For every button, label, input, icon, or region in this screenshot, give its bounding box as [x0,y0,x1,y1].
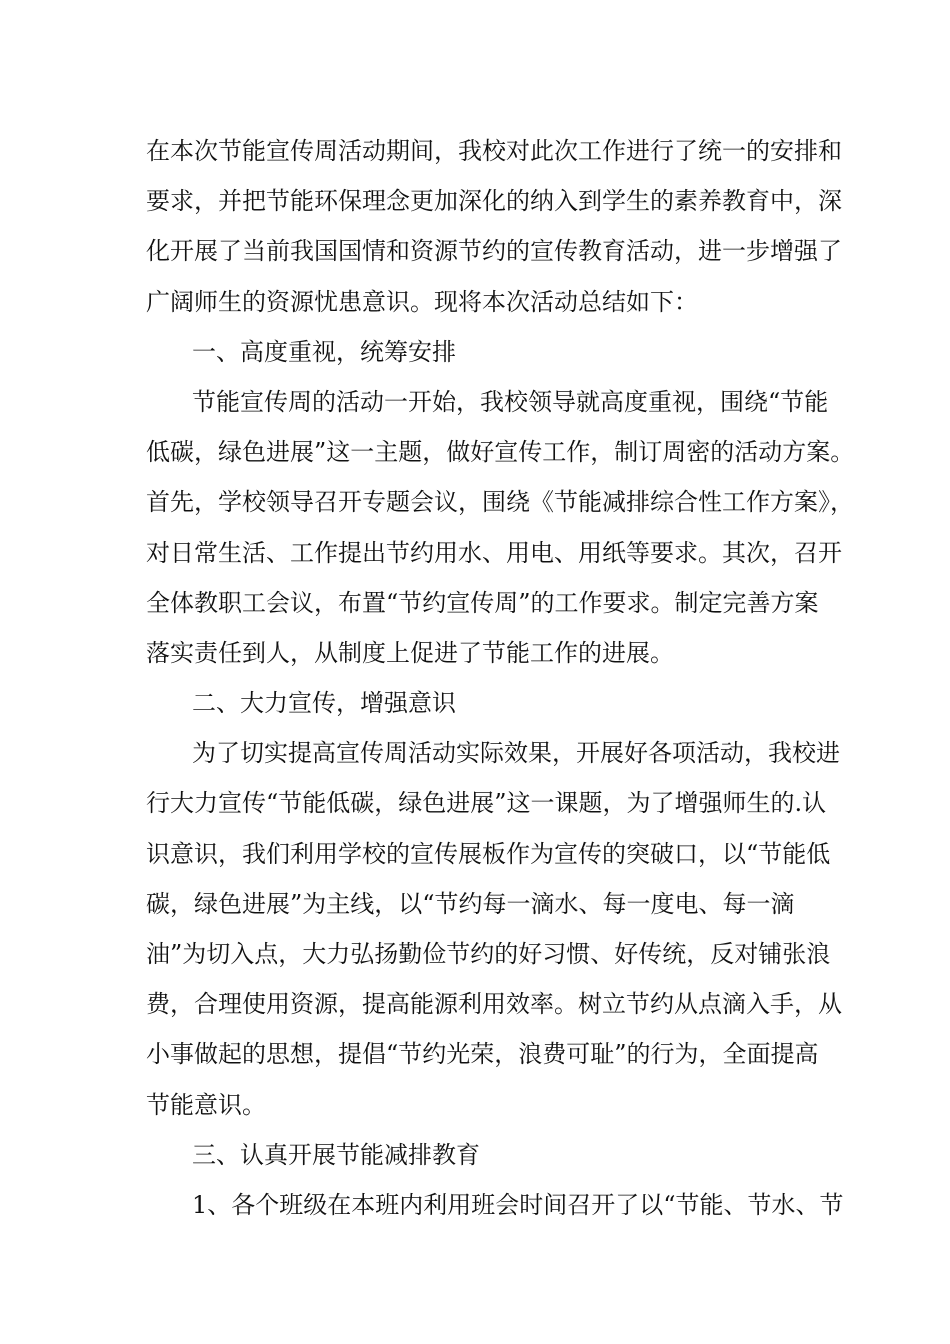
section-heading-1: 一、高度重视，统筹安排 [192,337,456,366]
paragraph-line: 为了切实提高宣传周活动实际效果，开展好各项活动，我校进 [192,739,840,768]
paragraph-line: 费，合理使用资源，提高能源利用效率。树立节约从点滴入手，从 [146,990,842,1019]
paragraph-line: 小事做起的思想，提倡“节约光荣，浪费可耻”的行为，全面提高 [146,1040,819,1069]
paragraph-line: 要求，并把节能环保理念更加深化的纳入到学生的素养教育中，深 [146,187,842,216]
paragraph-line: 对日常生活、工作提出节约用水、用电、用纸等要求。其次，召开 [146,538,842,567]
paragraph-line: 节能意识。 [146,1090,266,1119]
paragraph-line: 落实责任到人，从制度上促进了节能工作的进展。 [146,638,674,667]
paragraph-line: 碳，绿色进展”为主线，以“节约每一滴水、每一度电、每一滴 [146,889,795,918]
paragraph-line: 首先，学校领导召开专题会议，围绕《节能减排综合性工作方案》， [146,488,854,517]
paragraph-line: 在本次节能宣传周活动期间，我校对此次工作进行了统一的安排和 [146,137,842,165]
paragraph-line: 1、各个班级在本班内利用班会时间召开了以“节能、节水、节 [192,1190,844,1219]
paragraph-line: 行大力宣传“节能低碳，绿色进展”这一课题，为了增强师生的.认 [146,789,827,818]
paragraph-line: 全体教职工会议，布置“节约宣传周”的工作要求。制定完善方案 [146,588,819,617]
paragraph-line: 化开展了当前我国国情和资源节约的宣传教育活动，进一步增强了 [146,237,842,266]
paragraph-line: 识意识，我们利用学校的宣传展板作为宣传的突破口，以“节能低 [146,839,831,868]
section-heading-2: 二、大力宣传，增强意识 [192,689,456,718]
section-heading-3: 三、认真开展节能减排教育 [192,1140,480,1169]
paragraph-line: 油”为切入点，大力弘扬勤俭节约的好习惯、好传统，反对铺张浪 [146,940,831,968]
paragraph-line: 低碳，绿色进展”这一主题，做好宣传工作，制订周密的活动方案。 [146,438,855,467]
document-body [146,126,855,1230]
paragraph-line: 广阔师生的资源忧患意识。现将本次活动总结如下： [146,287,698,316]
paragraph-line: 节能宣传周的活动一开始，我校领导就高度重视，围绕“节能 [192,387,829,416]
